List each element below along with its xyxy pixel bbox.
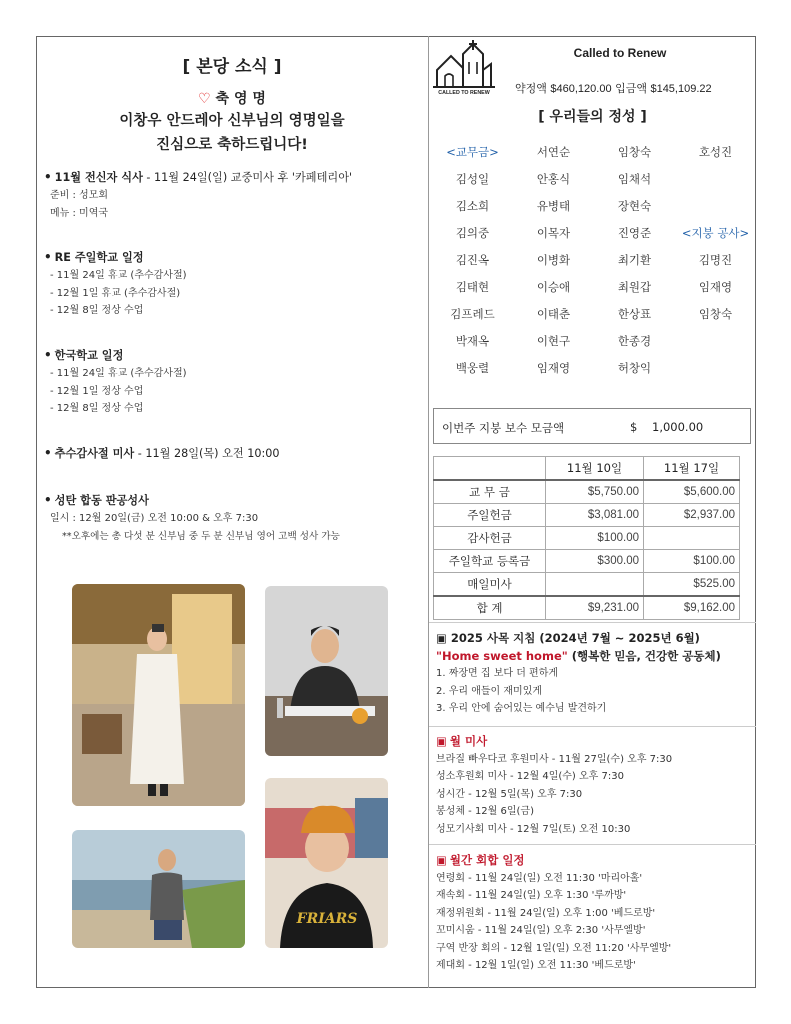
donor-name: 임채석 bbox=[617, 171, 652, 186]
meeting-item: 재속회 - 11월 24일(일) 오후 1:30 '루까방' bbox=[436, 890, 627, 901]
cell-value: $300.00 bbox=[546, 550, 644, 573]
donor-names-grid bbox=[432, 138, 756, 381]
logo-text: CALLED TO RENEW bbox=[438, 90, 490, 96]
mass-item: 브라질 빠우다코 후원미사 - 11월 27일(수) 오후 7:30 bbox=[436, 753, 673, 765]
pastoral-guidelines bbox=[436, 630, 721, 718]
news-item-sub: 일시 : 12월 20일(금) 오전 10:00 & 오후 7:30 bbox=[50, 513, 259, 524]
donor-name: 이태춘 bbox=[536, 306, 571, 321]
bullet-icon: • bbox=[44, 493, 52, 507]
bullet-icon: • bbox=[44, 348, 52, 362]
news-item-detail: - 11월 24일(일) 교중미사 후 '카페테리아' bbox=[142, 171, 353, 184]
row-label: 교 무 금 bbox=[434, 480, 546, 504]
names-row bbox=[432, 354, 756, 381]
pledge-label: 약정액 bbox=[515, 82, 547, 95]
table-header: 11월 10일 bbox=[546, 457, 644, 481]
called-to-renew-logo bbox=[433, 40, 495, 96]
table-row bbox=[434, 550, 740, 573]
news-item-sub: 메뉴 : 미역국 bbox=[50, 207, 109, 219]
news-item-re-school bbox=[44, 248, 187, 320]
donor-name: 호성진 bbox=[698, 144, 733, 159]
donor-name: 이병화 bbox=[536, 252, 571, 267]
square-marker-icon: ▣ bbox=[436, 853, 447, 867]
roof-fund-box bbox=[433, 408, 751, 444]
names-row bbox=[432, 273, 756, 300]
pastoral-heading: ▣ 2025 사목 지침 (2024년 7월 ~ 2025년 6월) bbox=[436, 631, 700, 645]
pastoral-motto bbox=[436, 648, 721, 666]
donor-name: 김소희 bbox=[455, 198, 490, 213]
table-header: 11월 17일 bbox=[644, 457, 740, 481]
donor-name: 이현구 bbox=[536, 333, 571, 348]
donor-name: 한상표 bbox=[617, 306, 652, 321]
meeting-item: 구역 반장 회의 - 12월 1일(일) 오전 11:20 '사무엘방' bbox=[436, 942, 672, 954]
row-label: 합 계 bbox=[434, 596, 546, 620]
cell-value: $9,162.00 bbox=[644, 596, 740, 620]
column-divider bbox=[428, 36, 429, 988]
bullet-icon: • bbox=[44, 446, 52, 460]
news-item-title: 추수감사절 미사 bbox=[54, 447, 135, 460]
pastoral-item: 3. 우리 안에 숨어있는 예수님 발견하기 bbox=[436, 703, 607, 714]
celebration-heading bbox=[36, 88, 428, 108]
square-marker-icon: ▣ bbox=[436, 734, 447, 748]
donor-name: 유병태 bbox=[536, 198, 571, 213]
cell-value bbox=[546, 573, 644, 597]
names-row bbox=[432, 327, 756, 354]
cell-value: $5,750.00 bbox=[546, 480, 644, 504]
table-row bbox=[434, 480, 740, 504]
names-row bbox=[432, 300, 756, 327]
table-row bbox=[434, 527, 740, 550]
campaign-amounts bbox=[515, 80, 712, 96]
paid-label: 입금액 bbox=[615, 82, 647, 95]
photo-priest-altar bbox=[72, 584, 245, 806]
section-divider bbox=[429, 726, 756, 727]
donor-name: 김진옥 bbox=[455, 252, 490, 267]
donor-name: 백웅렬 bbox=[455, 360, 490, 375]
cell-value bbox=[644, 527, 740, 550]
news-item-confession bbox=[44, 491, 340, 545]
donor-name: 김프레드 bbox=[450, 306, 495, 321]
names-row bbox=[432, 165, 756, 192]
names-row bbox=[432, 219, 756, 246]
row-label: 감사헌금 bbox=[434, 527, 546, 550]
table-row bbox=[434, 573, 740, 597]
parish-news-title: [ 본당 소식 ] bbox=[182, 57, 282, 77]
mass-item: 봉성체 - 12월 6일(금) bbox=[436, 806, 534, 817]
donor-name: 임창숙 bbox=[698, 306, 733, 321]
news-item-sub: - 11월 24일 휴교 (추수감사절) bbox=[50, 368, 187, 379]
photo-man-friars bbox=[265, 778, 388, 948]
news-item-sub: - 12월 1일 정상 수업 bbox=[50, 385, 144, 397]
cell-value: $100.00 bbox=[644, 550, 740, 573]
monthly-mass bbox=[436, 733, 672, 838]
table-header bbox=[434, 457, 546, 481]
celebration-line-1: 이창우 안드레아 신부님의 영명일을 bbox=[119, 113, 345, 129]
donor-name: 박재옥 bbox=[455, 333, 490, 348]
bullet-icon: • bbox=[44, 170, 52, 184]
news-item-title: 11월 전신자 식사 bbox=[54, 171, 143, 184]
meeting-item: 재정위원회 - 11월 24일(일) 오후 1:00 '베드로방' bbox=[436, 907, 656, 919]
news-item-title: 한국학교 일정 bbox=[54, 349, 124, 362]
row-label: 주일학교 등록금 bbox=[434, 550, 546, 573]
mass-item: 성시간 - 12월 5일(목) 오후 7:30 bbox=[436, 788, 583, 800]
section-divider bbox=[429, 844, 756, 845]
roof-fund-dollar: $ bbox=[630, 420, 638, 434]
pastoral-item: 1. 짜장면 집 보다 더 편하게 bbox=[436, 668, 559, 679]
paid-value: $145,109.22 bbox=[650, 83, 712, 95]
meeting-item: 연령회 - 11월 24일(일) 오전 11:30 '마리아홀' bbox=[436, 872, 643, 884]
news-item-sub: - 12월 1일 휴교 (추수감사절) bbox=[50, 287, 181, 299]
category-label: <지붕 공사> bbox=[681, 225, 750, 240]
donor-name: 임창숙 bbox=[617, 144, 652, 159]
motto-rest: (행복한 믿음, 건강한 공동체) bbox=[567, 648, 721, 663]
donor-name: 최원갑 bbox=[617, 279, 652, 294]
row-label: 매일미사 bbox=[434, 573, 546, 597]
news-item-note: **오후에는 총 다섯 분 신부님 중 두 분 신부님 영어 고백 성사 가능 bbox=[62, 530, 340, 542]
donor-name: 장현숙 bbox=[617, 198, 652, 213]
mass-item: 성모기사회 미사 - 12월 7일(토) 오전 10:30 bbox=[436, 823, 631, 835]
donor-name: 김성일 bbox=[455, 171, 490, 186]
cell-value: $100.00 bbox=[546, 527, 644, 550]
news-item-korean-school bbox=[44, 346, 187, 418]
roof-fund-amount: 1,000.00 bbox=[652, 420, 704, 434]
donor-name: 김명진 bbox=[698, 252, 733, 267]
offering-table bbox=[433, 456, 740, 620]
table-row bbox=[434, 504, 740, 527]
donor-name bbox=[675, 165, 756, 192]
news-item-sub: 준비 : 성모회 bbox=[50, 190, 109, 201]
news-item-meal bbox=[44, 168, 352, 222]
donor-name: 최기환 bbox=[617, 252, 652, 267]
roof-fund-label: 이번주 지붕 보수 모금액 bbox=[442, 421, 565, 435]
names-row bbox=[432, 246, 756, 273]
cell-value: $3,081.00 bbox=[546, 504, 644, 527]
monthly-meetings bbox=[436, 852, 671, 975]
meeting-item: 꼬미시움 - 11월 24일(일) 오후 2:30 '사무엘방' bbox=[436, 925, 646, 936]
pledge-value: $460,120.00 bbox=[550, 83, 612, 95]
cell-value: $9,231.00 bbox=[546, 596, 644, 620]
meetings-heading bbox=[436, 852, 671, 870]
photo-priest-table bbox=[265, 586, 388, 756]
news-item-sub: - 12월 8일 정상 수업 bbox=[50, 403, 144, 414]
heading-text: 월 미사 bbox=[449, 734, 488, 748]
offerings-title: [ 우리들의 정성 ] bbox=[538, 109, 647, 125]
names-row bbox=[432, 192, 756, 219]
row-label: 주일헌금 bbox=[434, 504, 546, 527]
campaign-title: Called to Renew bbox=[573, 46, 667, 60]
donor-name: 허창익 bbox=[617, 360, 652, 375]
celebration-line-2: 진심으로 축하드립니다! bbox=[156, 137, 308, 153]
donor-name bbox=[675, 192, 756, 219]
donor-name: 김태현 bbox=[455, 279, 490, 294]
news-item-sub: - 11월 24일 휴교 (추수감사절) bbox=[50, 270, 187, 281]
donor-name: 이승애 bbox=[536, 279, 571, 294]
donor-name: 임재영 bbox=[698, 279, 733, 294]
donor-name: 김의중 bbox=[455, 225, 490, 240]
celebration-title: 축 영 명 bbox=[215, 91, 266, 107]
donor-name: 안홍식 bbox=[536, 171, 571, 186]
donor-name: 이목자 bbox=[536, 225, 571, 240]
donor-name bbox=[675, 327, 756, 354]
heart-icon: ♡ bbox=[198, 91, 211, 107]
donor-name: 진영준 bbox=[617, 225, 652, 240]
news-item-title: 성탄 합동 판공성사 bbox=[54, 494, 149, 507]
table-total-row bbox=[434, 596, 740, 620]
monthly-mass-heading bbox=[436, 733, 672, 751]
names-row bbox=[432, 138, 756, 165]
cell-value: $2,937.00 bbox=[644, 504, 740, 527]
donor-name: 임재영 bbox=[536, 360, 571, 375]
news-item-detail: - 11월 28일(목) 오전 10:00 bbox=[134, 447, 280, 460]
heading-text: 월간 회합 일정 bbox=[449, 853, 525, 867]
donor-name bbox=[675, 354, 756, 381]
donor-name: 서연순 bbox=[536, 144, 571, 159]
donor-name: 한종경 bbox=[617, 333, 652, 348]
table-header-row bbox=[434, 457, 740, 481]
category-label: <교무금> bbox=[446, 144, 499, 159]
motto-quote: "Home sweet home" bbox=[436, 648, 568, 663]
meeting-item: 제대회 - 12월 1일(일) 오전 11:30 '베드로방' bbox=[436, 960, 636, 971]
news-item-sub: - 12월 8일 정상 수업 bbox=[50, 305, 144, 316]
section-divider bbox=[429, 622, 756, 623]
bullet-icon: • bbox=[44, 250, 52, 264]
photo-man-beach bbox=[72, 830, 245, 948]
cell-value: $525.00 bbox=[644, 573, 740, 597]
mass-item: 성소후원회 미사 - 12월 4일(수) 오후 7:30 bbox=[436, 771, 624, 782]
news-item-thanksgiving-mass bbox=[44, 444, 280, 463]
shirt-text: FRIARS bbox=[296, 911, 358, 927]
cell-value: $5,600.00 bbox=[644, 480, 740, 504]
pastoral-item: 2. 우리 애들이 재미있게 bbox=[436, 685, 543, 697]
news-item-title: RE 주일학교 일정 bbox=[54, 251, 144, 264]
